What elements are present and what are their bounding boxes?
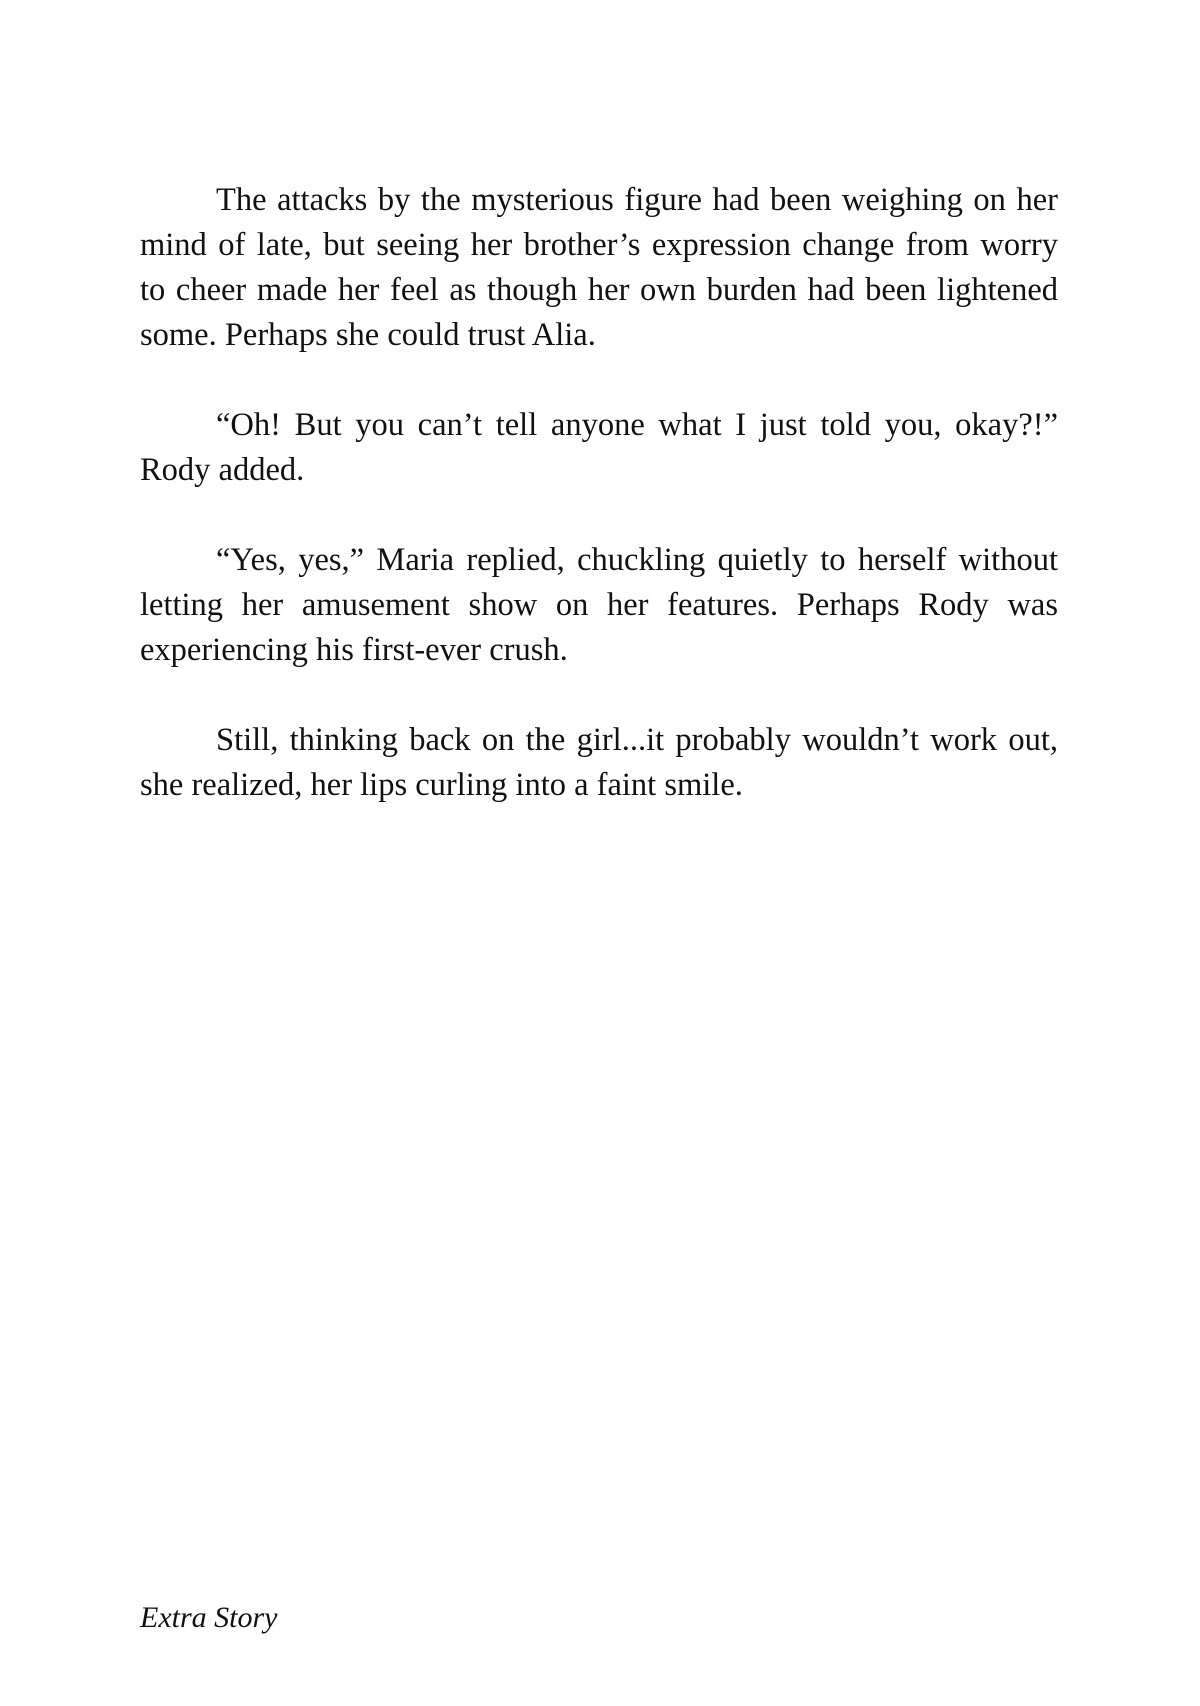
paragraph: “Yes, yes,” Maria replied, chuckling quietly to herself without letting her amusement show on her features. Perhaps Rody was experiencing his first-ever crush.	[140, 542, 1058, 668]
paragraph: “Oh! But you can’t tell anyone what I just told you, okay?!” Rody added.	[140, 407, 1058, 488]
body-text	[140, 178, 1058, 853]
paragraph: The attacks by the mysterious figure had been weighing on her mind of late, but seeing her brother’s expression change from worry to cheer made her feel as though her own burden had been lightened some. Perhaps she could trust Alia.	[140, 182, 1058, 353]
running-footer: Extra Story	[140, 1601, 278, 1634]
paragraph: Still, thinking back on the girl...it probably wouldn’t work out, she realized, her lips curling into a faint smile.	[140, 722, 1058, 803]
